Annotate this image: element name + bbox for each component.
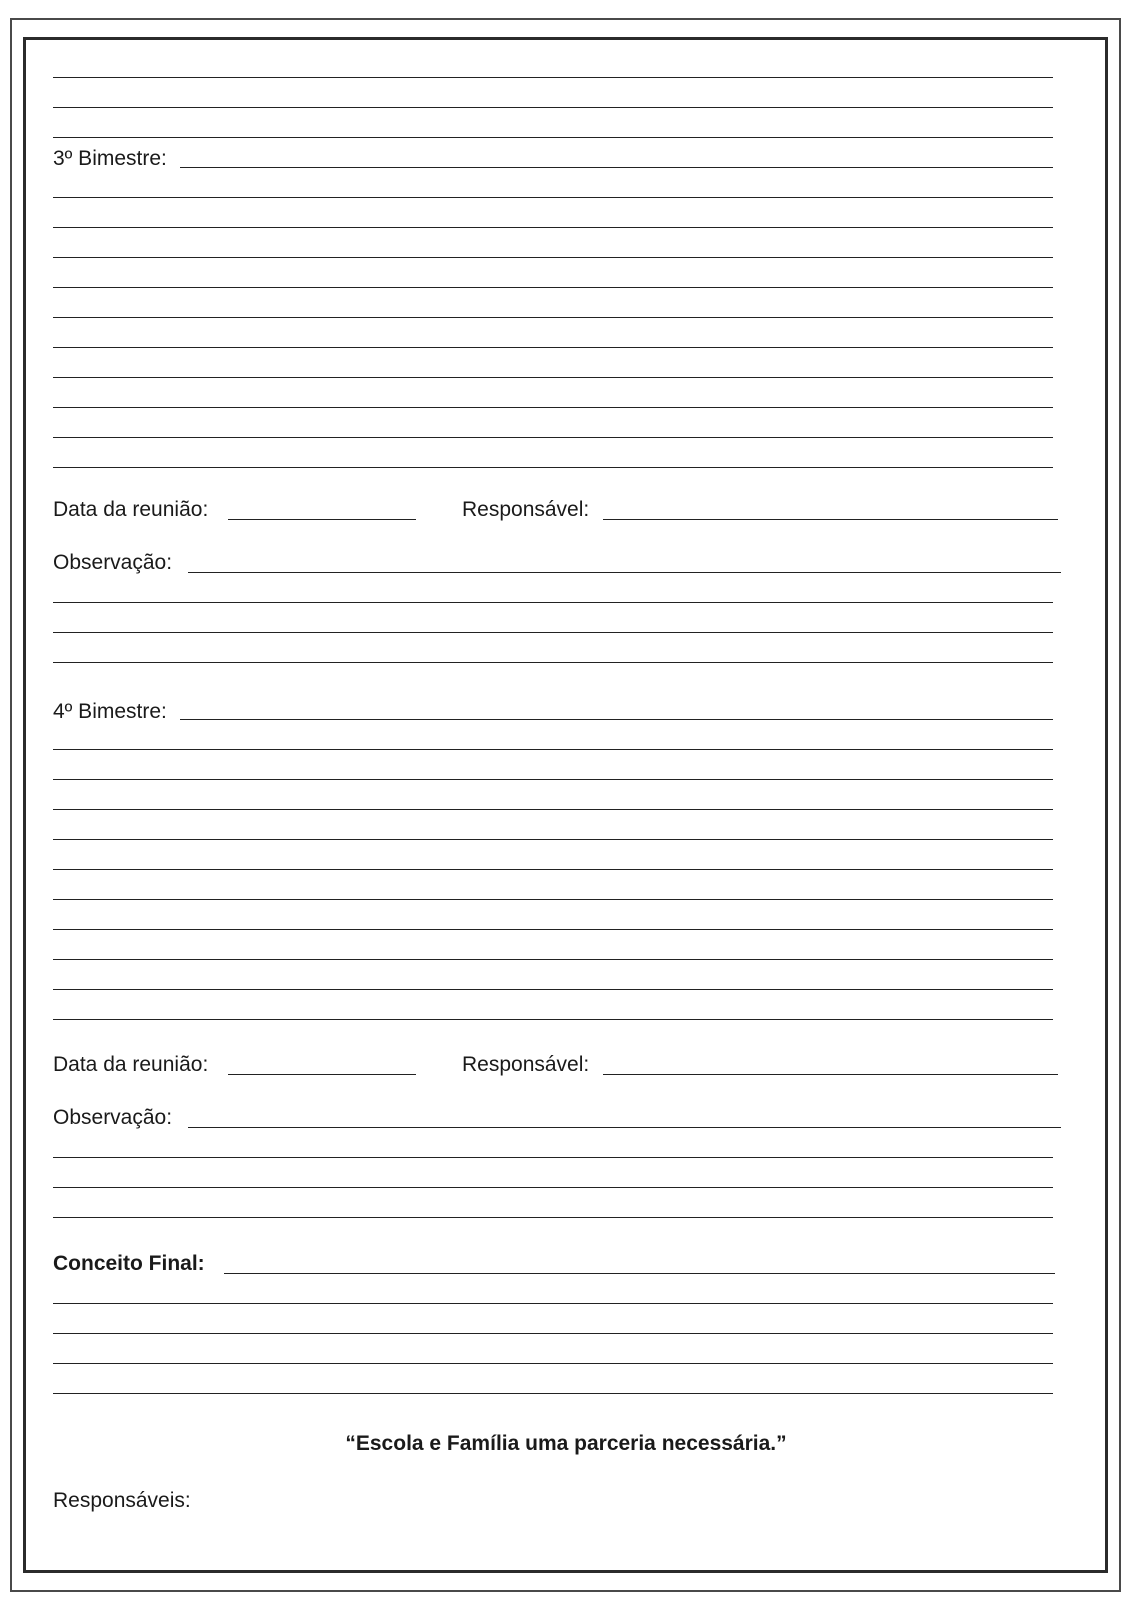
meeting-4-date-label: Data da reunião: [53, 1053, 209, 1076]
writing-line[interactable] [53, 107, 1053, 108]
writing-line[interactable] [53, 662, 1053, 663]
writing-line[interactable] [53, 437, 1053, 438]
meeting-4-responsible-field[interactable] [603, 1074, 1058, 1075]
meeting-4-responsible-label: Responsável: [462, 1053, 590, 1076]
writing-line[interactable] [53, 959, 1053, 960]
writing-line[interactable] [53, 1217, 1053, 1218]
writing-line[interactable] [53, 929, 1053, 930]
writing-line[interactable] [53, 749, 1053, 750]
writing-line[interactable] [53, 77, 1053, 78]
writing-line[interactable] [53, 1187, 1053, 1188]
writing-line[interactable] [53, 632, 1053, 633]
writing-line[interactable] [53, 1157, 1053, 1158]
writing-line[interactable] [53, 377, 1053, 378]
writing-line[interactable] [53, 467, 1053, 468]
writing-line[interactable] [53, 287, 1053, 288]
writing-line[interactable] [53, 839, 1053, 840]
writing-line[interactable] [53, 1393, 1053, 1394]
writing-line[interactable] [53, 227, 1053, 228]
writing-line[interactable] [53, 1333, 1053, 1334]
signatures-label: Responsáveis: [53, 1489, 191, 1512]
observation-4-label: Observação: [53, 1106, 173, 1129]
writing-line[interactable] [53, 197, 1053, 198]
observation-3-label: Observação: [53, 551, 173, 574]
writing-line[interactable] [53, 1363, 1053, 1364]
writing-line[interactable] [53, 137, 1053, 138]
meeting-3-responsible-label: Responsável: [462, 498, 590, 521]
meeting-3-responsible-field[interactable] [603, 519, 1058, 520]
observation-3-field[interactable] [188, 572, 1061, 573]
writing-line[interactable] [53, 602, 1053, 603]
section-3-field[interactable] [180, 167, 1053, 168]
inner-page-border [23, 37, 1108, 1573]
motto-text: “Escola e Família uma parceria necessária.” [345, 1432, 787, 1455]
writing-line[interactable] [53, 989, 1053, 990]
meeting-4-date-field[interactable] [228, 1074, 416, 1075]
section-3-label: 3º Bimestre: [53, 147, 167, 170]
writing-line[interactable] [53, 257, 1053, 258]
final-grade-label: Conceito Final: [53, 1252, 205, 1275]
section-4-label: 4º Bimestre: [53, 700, 167, 723]
writing-line[interactable] [53, 869, 1053, 870]
writing-line[interactable] [53, 1303, 1053, 1304]
writing-line[interactable] [53, 407, 1053, 408]
section-4-field[interactable] [180, 719, 1053, 720]
writing-line[interactable] [53, 809, 1053, 810]
writing-line[interactable] [53, 1019, 1053, 1020]
writing-line[interactable] [53, 899, 1053, 900]
observation-4-field[interactable] [188, 1127, 1061, 1128]
writing-line[interactable] [53, 779, 1053, 780]
meeting-3-date-label: Data da reunião: [53, 498, 209, 521]
writing-line[interactable] [53, 317, 1053, 318]
final-grade-field[interactable] [224, 1273, 1055, 1274]
meeting-3-date-field[interactable] [228, 519, 416, 520]
writing-line[interactable] [53, 347, 1053, 348]
